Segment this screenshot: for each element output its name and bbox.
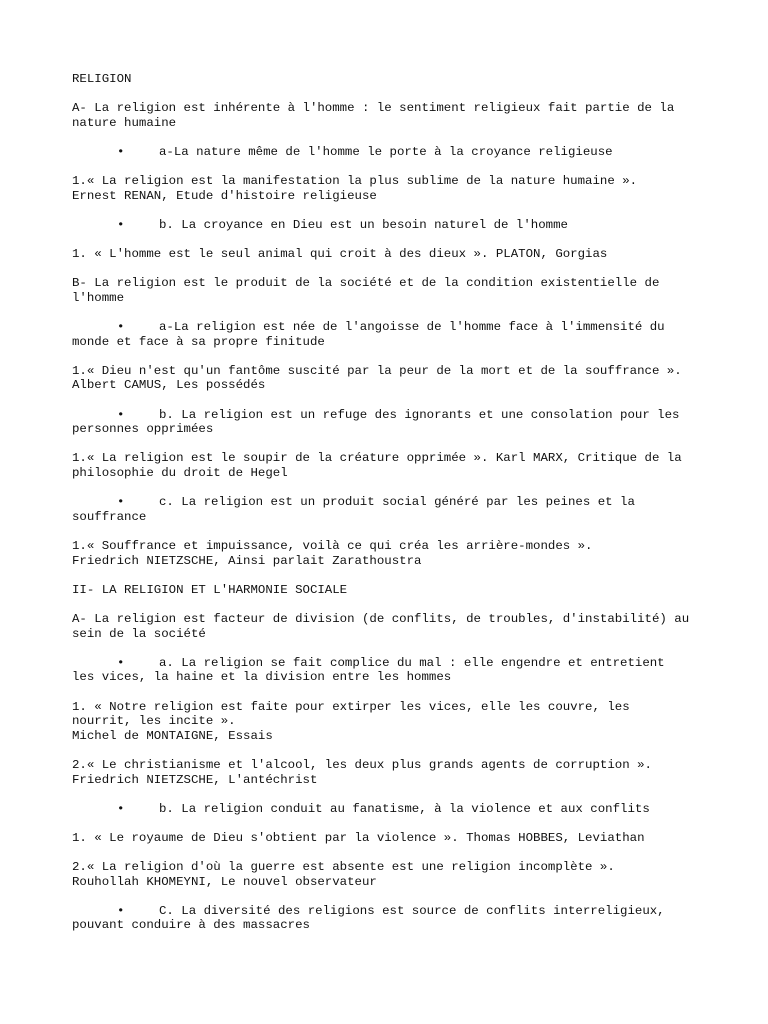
paragraph: 1. « Notre religion est faite pour extirper les vices, elle les couvre, les nourrit, les incite ». Michel de MONTAIGNE, Essais [72,699,630,743]
document-title: RELIGION [72,72,132,86]
paragraph: 2.« La religion d'où la guerre est absente est une religion incomplète ». Rouhollah KHOMEYNI, Le nouvel observateur [72,860,615,889]
bullet-text: b. La religion est un refuge des ignorants et une consolation pour les personnes opprimées [72,407,680,437]
bullet-icon: • [117,144,125,159]
paragraph: A- La religion est facteur de division (de conflits, de troubles, d'instabilité) au sein de la société [72,611,690,641]
paragraph: 1.« La religion est la manifestation la plus sublime de la nature humaine ». Ernest RENAN, Etude d'histoire religieuse [72,174,638,203]
bullet-item [72,218,712,233]
document-page [72,72,712,948]
paragraph: 1.« Souffrance et impuissance, voilà ce qui créa les arrière-mondes ». Friedrich NIETZSCHE, Ainsi parlait Zarathoustra [72,539,593,568]
bullet-text: a-La nature même de l'homme le porte à la croyance religieuse [159,144,613,159]
bullet-icon: • [117,217,125,232]
bullet-text: C. La diversité des religions est source de conflits interreligieux, pouvant conduire à des massacres [72,903,665,933]
bullet-item [72,495,712,524]
document-body [72,101,712,933]
bullet-text: c. La religion est un produit social généré par les peines et la souffrance [72,495,635,524]
bullet-item [72,656,712,685]
bullet-text: b. La religion conduit au fanatisme, à la violence et aux conflits [159,801,650,816]
paragraph: 1.« Dieu n'est qu'un fantôme suscité par la peur de la mort et de la souffrance ». Albert CAMUS, Les possédés [72,363,682,393]
paragraph: 1.« La religion est le soupir de la créature opprimée ». Karl MARX, Critique de la philosophie du droit de Hegel [72,451,682,481]
bullet-item [72,904,712,933]
paragraph: 1. « Le royaume de Dieu s'obtient par la violence ». Thomas HOBBES, Leviathan [72,830,645,845]
paragraph: 2.« Le christianisme et l'alcool, les deux plus grands agents de corruption ». Friedrich NIETZSCHE, L'antéchrist [72,757,652,787]
bullet-item [72,408,712,437]
bullet-text: a-La religion est née de l'angoisse de l'homme face à l'immensité du monde et face à sa propre finitude [72,320,665,349]
paragraph: A- La religion est inhérente à l'homme : le sentiment religieux fait partie de la nature humaine [72,101,675,130]
paragraph: 1. « L'homme est le seul animal qui croit à des dieux ». PLATON, Gorgias [72,247,608,262]
bullet-item [72,145,712,160]
bullet-item [72,802,712,817]
bullet-icon: • [117,801,125,816]
bullet-item [72,320,712,349]
bullet-text: b. La croyance en Dieu est un besoin naturel de l'homme [159,217,568,232]
bullet-text: a. La religion se fait complice du mal : elle engendre et entretient les vices, la haine et la division entre les hommes [72,655,665,685]
paragraph: II- LA RELIGION ET L'HARMONIE SOCIALE [72,582,348,597]
bullet-icon: • [117,495,125,510]
bullet-icon: • [117,903,125,918]
bullet-icon: • [117,407,125,422]
bullet-icon: • [117,655,125,670]
paragraph: B- La religion est le produit de la société et de la condition existentielle de l'homme [72,276,660,305]
bullet-icon: • [117,320,125,335]
